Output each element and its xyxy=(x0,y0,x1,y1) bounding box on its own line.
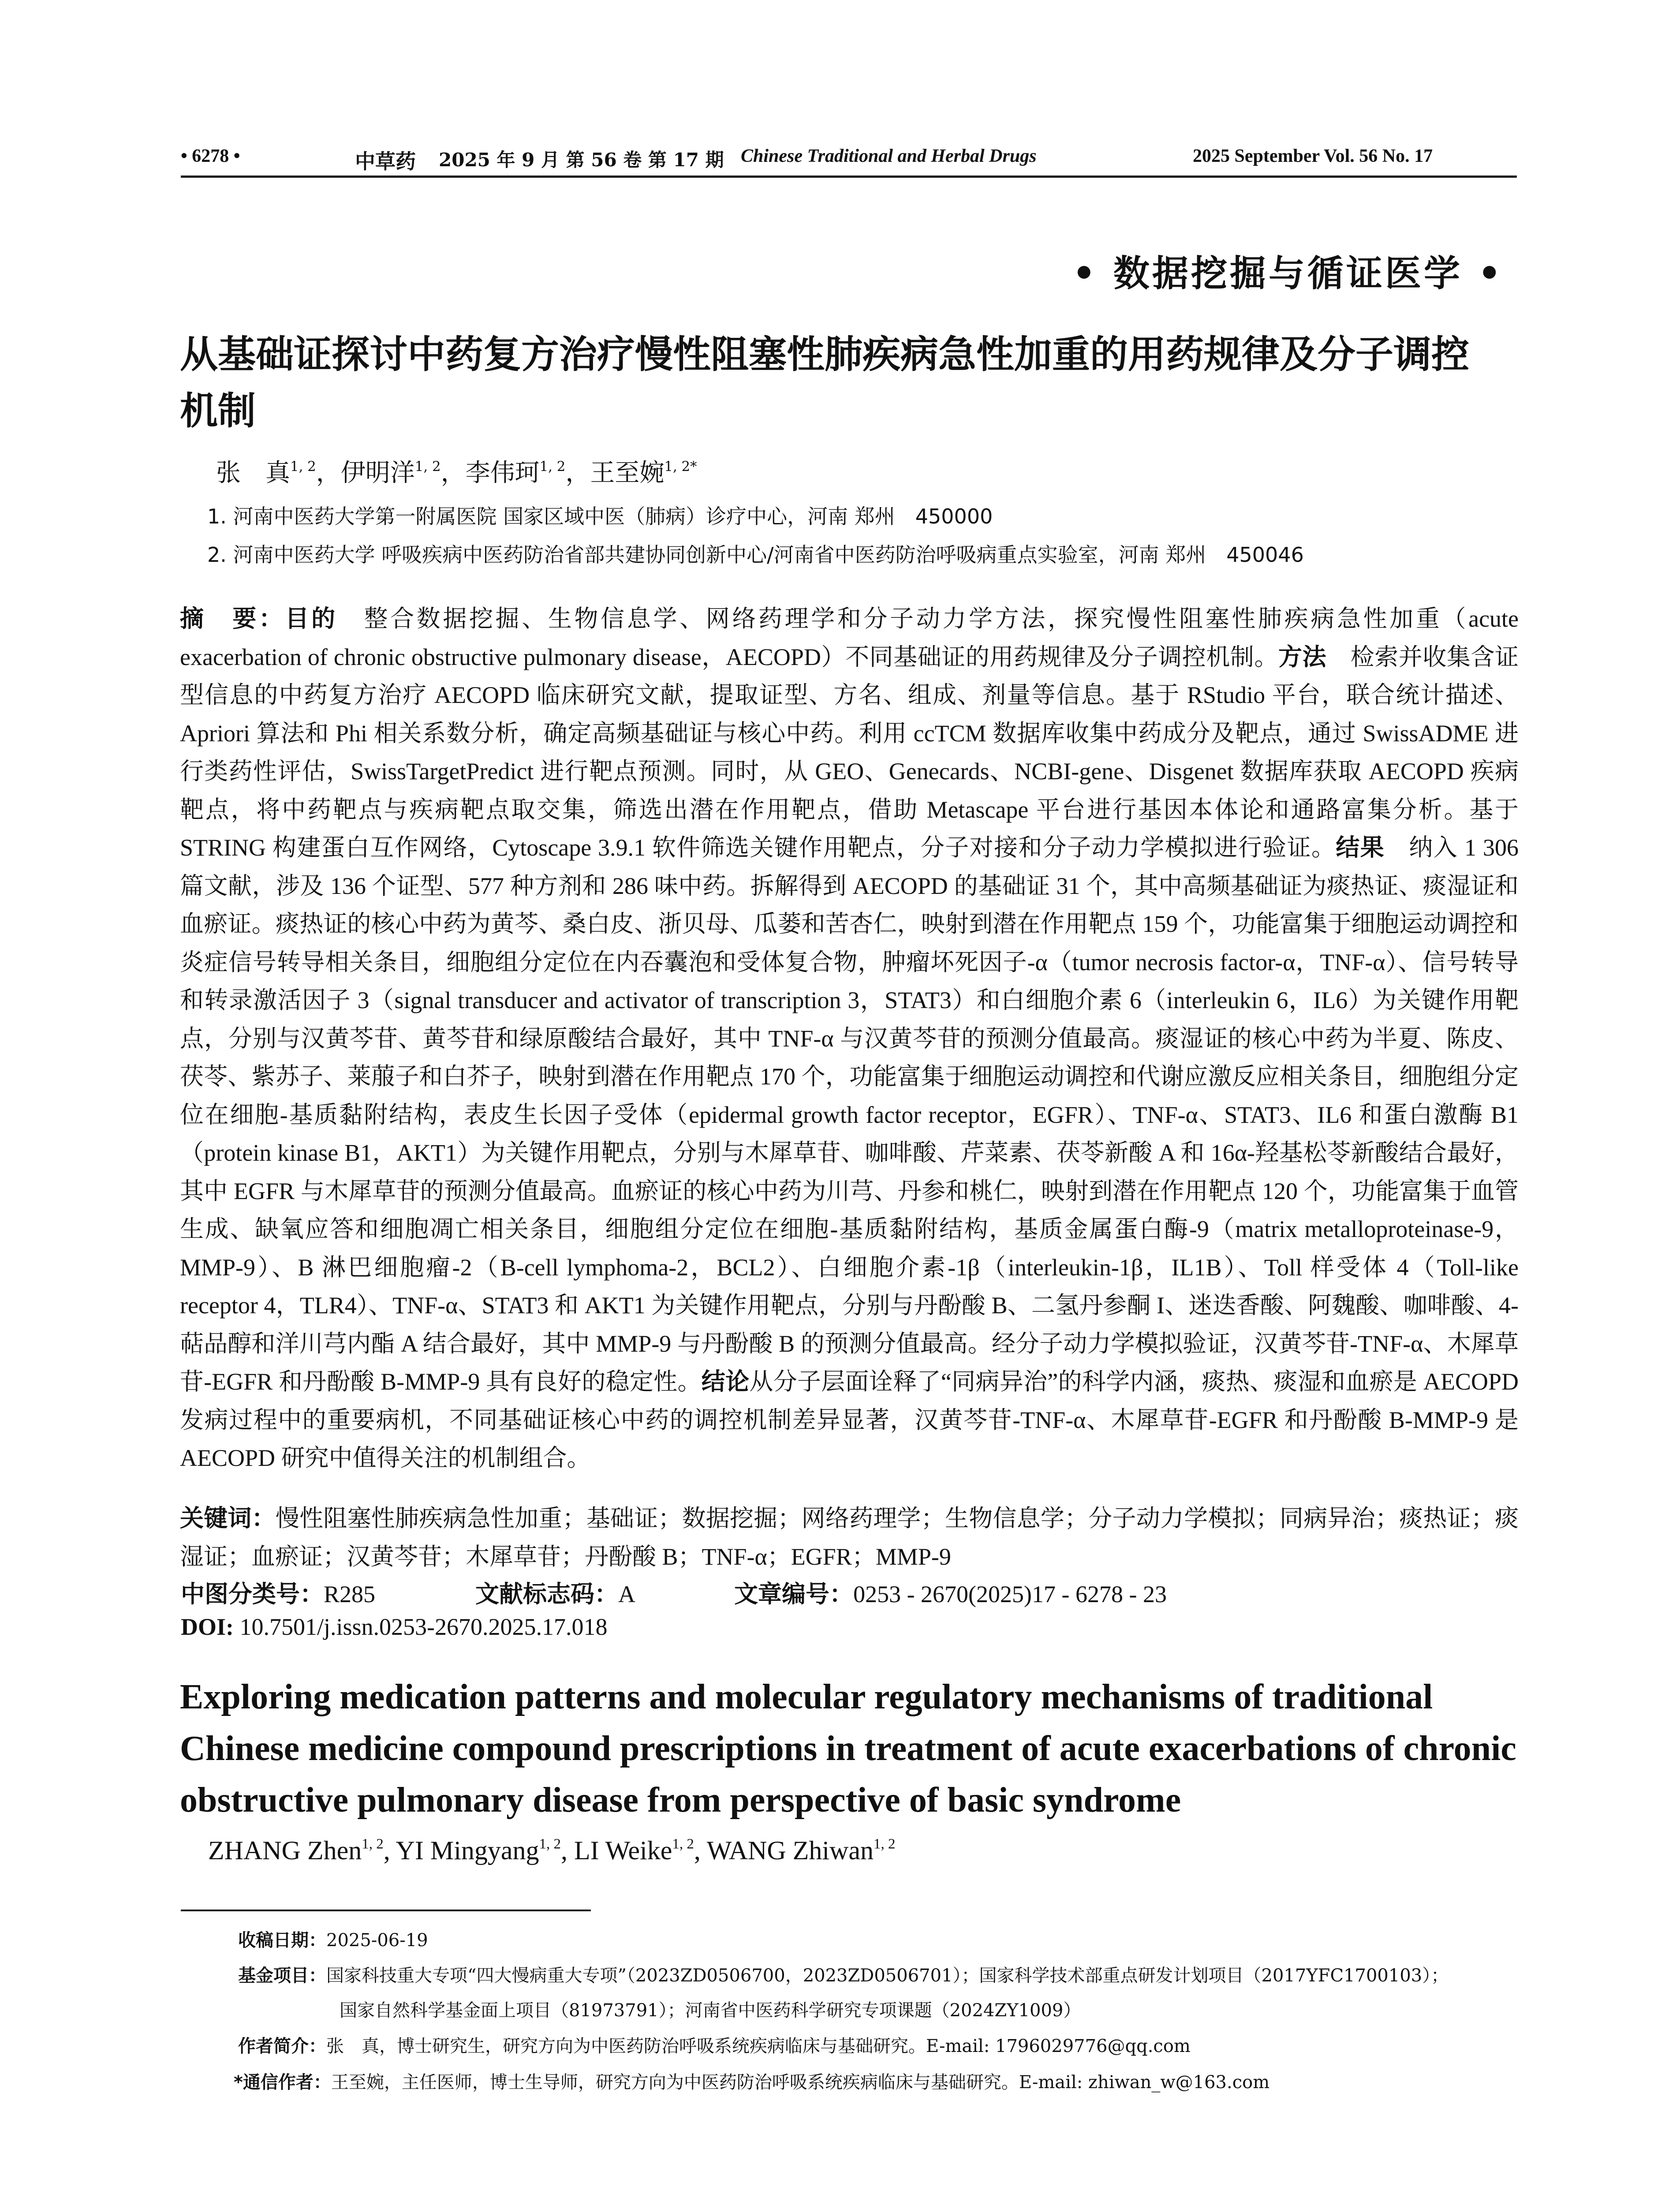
methods-label: 方法 xyxy=(1278,643,1327,671)
author-en-affiliation-marker: 1, 2 xyxy=(672,1836,694,1852)
article-number-label: 文章编号： xyxy=(734,1580,854,1608)
header-rule xyxy=(181,176,1517,178)
author-en-separator: , xyxy=(561,1836,575,1865)
methods-text: 检索并收集含证型信息的中药复方治疗 AECOPD 临床研究文献，提取证型、方名、组成、剂量等信息。基于 RStudio 平台，联合统计描述、Apriori 算法和 Phi 相关系数分析，确定高频基础证与核心中药。利用 ccTCM 数据库收集中药成分及靶点，通过 SwissADME 进行类药性评估，SwissTargetPredict 进行靶点预测。同时，从 GEO、Genecards、NCBI-gene、Disgenet 数据库获取 AECOPD 疾病靶点，将中药靶点与疾病靶点取交集，筛选出潜在作用靶点，借助 Metascape 平台进行基因本体论和通路富集分析。基于 STRING 构建蛋白互作网络，Cytoscape 3.9.1 软件筛选关键作用靶点，分子对接和分子动力学模拟进行验证。 xyxy=(180,643,1519,861)
journal-name-en: Chinese Traditional and Herbal Drugs xyxy=(741,146,1037,166)
author-cn-name: 王至婉 xyxy=(590,459,665,487)
clc-value: R285 xyxy=(324,1581,376,1607)
footnote-author-bio xyxy=(238,2032,1191,2057)
bio-text: 张 真，博士研究生，研究方向为中医药防治呼吸系统疾病临床与基础研究。E-mail: 1796029776@qq.com xyxy=(326,2036,1191,2056)
issue-en: 2025 September Vol. 56 No. 17 xyxy=(1193,146,1433,166)
keywords xyxy=(180,1499,1519,1576)
keywords-text: 慢性阻塞性肺疾病急性加重；基础证；数据挖掘；网络药理学；生物信息学；分子动力学模拟；同病异治；痰热证；痰湿证；血瘀证；汉黄芩苷；木犀草苷；丹酚酸 B；TNF-α；EGFR；MMP-9 xyxy=(180,1505,1519,1570)
author-en-separator: , xyxy=(694,1836,707,1865)
doc-code-label: 文献标志码： xyxy=(475,1580,619,1608)
received-label: 收稿日期： xyxy=(238,1930,326,1951)
author-en-affiliation-marker: 1, 2 xyxy=(874,1836,896,1852)
article-title-en: Exploring medication patterns and molecular regulatory mechanisms of traditional Chinese medicine compound prescriptions in treatment of acute exacerbations of chronic obstructive pulmonary disease from perspective of basic syndrome xyxy=(180,1678,1516,1820)
doi-link[interactable]: 10.7501/j.issn.0253-2670.2025.17.018 xyxy=(239,1614,608,1640)
author-cn-separator: ， xyxy=(316,459,341,487)
footnote-fund-continued: 国家自然科学基金面上项目（81973791）；河南省中医药科学研究专项课题（2024ZY1009） xyxy=(340,2000,1081,2021)
keywords-label: 关键词： xyxy=(180,1504,276,1532)
bio-label: 作者简介： xyxy=(238,2036,326,2056)
objective-label: 目的 xyxy=(285,605,338,632)
author-cn-name: 伊明洋 xyxy=(340,459,415,487)
doi-label: DOI: xyxy=(181,1614,234,1640)
issue-cn: 2025 年 9 月 第 56 卷 第 17 期 xyxy=(439,149,724,171)
received-date: 2025-06-19 xyxy=(326,1930,428,1951)
footnote-fund xyxy=(238,1962,1449,1987)
author-cn-affiliation-marker: 1, 2 xyxy=(539,458,566,475)
conclusion-text: 从分子层面诠释了“同病异治”的科学内涵，痰热、痰湿和血瘀是 AECOPD 发病过程中的重要病机，不同基础证核心中药的调控机制差异显著，汉黄芩苷-TNF-α、木犀草苷-EGFR 和丹酚酸 B-MMP-9 是 AECOPD 研究中值得关注的机制组合。 xyxy=(180,1368,1519,1471)
author-en-separator: , xyxy=(383,1836,396,1865)
author-cn-separator: ， xyxy=(565,459,590,487)
author-en-name: LI Weike xyxy=(574,1836,672,1865)
author-list-en xyxy=(208,1835,896,1866)
author-cn-affiliation-marker: 1, 2 xyxy=(414,458,441,475)
footnote-rule xyxy=(181,1910,591,1911)
abstract xyxy=(180,600,1519,1477)
corresponding-text: 王至婉，主任医师，博士生导师，研究方向为中医药防治呼吸系统疾病临床与基础研究。E-mail: zhiwan_w@163.com xyxy=(331,2072,1270,2093)
corresponding-label: *通信作者： xyxy=(234,2072,331,2093)
conclusion-label: 结论 xyxy=(701,1368,750,1395)
doc-code-value: A xyxy=(618,1581,635,1607)
author-en-name: WANG Zhiwan xyxy=(706,1836,874,1865)
affiliation-2: 2. 河南中医药大学 呼吸疾病中医药防治省部共建协同创新中心/河南省中医药防治呼吸病重点实验室，河南 郑州 450046 xyxy=(207,543,1304,567)
author-cn-name: 张 真 xyxy=(216,459,290,487)
running-header xyxy=(181,146,1499,176)
objective-text: 整合数据挖掘、生物信息学、网络药理学和分子动力学方法，探究慢性阻塞性肺疾病急性加重（acute exacerbation of chronic obstructive pulmonary disease，AECOPD）不同基础证的用药规律及分子调控机制。 xyxy=(180,605,1519,670)
author-list-cn xyxy=(216,453,697,489)
author-cn-affiliation-marker: 1, 2 xyxy=(290,458,316,475)
article-title-cn: 从基础证探讨中药复方治疗慢性阻塞性肺疾病急性加重的用药规律及分子调控机制 xyxy=(180,333,1469,433)
article-number-value: 0253 - 2670(2025)17 - 6278 - 23 xyxy=(853,1581,1167,1607)
section-heading: • 数据挖掘与循证医学 • xyxy=(1072,252,1504,295)
author-en-name: YI Mingyang xyxy=(396,1836,539,1865)
page-number: • 6278 • xyxy=(181,146,240,166)
abstract-label: 摘 要： xyxy=(180,605,285,632)
clc-label: 中图分类号： xyxy=(181,1580,324,1608)
author-en-name: ZHANG Zhen xyxy=(208,1836,362,1865)
fund-line-1: 国家科技重大专项“四大慢病重大专项”（2023ZD0506700，2023ZD0506701）；国家科学技术部重点研发计划项目（2017YFC1700103）； xyxy=(326,1966,1449,1986)
doi-line xyxy=(181,1613,608,1641)
results-text: 纳入 1 306 篇文献，涉及 136 个证型、577 种方剂和 286 味中药。拆解得到 AECOPD 的基础证 31 个，其中高频基础证为痰热证、痰湿证和血瘀证。痰热证的核心中药为黄芩、桑白皮、浙贝母、瓜蒌和苦杏仁，映射到潜在作用靶点 159 个，功能富集于细胞运动调控和炎症信号转导相关条目，细胞组分定位在内吞囊泡和受体复合物，肿瘤坏死因子-α（tumor necrosis factor-α，TNF-α）、信号转导和转录激活因子 3（signal transducer and activator of transcription 3，STAT3）和白细胞介素 6（interleukin 6，IL6）为关键作用靶点，分别与汉黄芩苷、黄芩苷和绿原酸结合最好，其中 TNF-α 与汉黄芩苷的预测分值最高。痰湿证的核心中药为半夏、陈皮、茯苓、紫苏子、莱菔子和白芥子，映射到潜在作用靶点 170 个，功能富集于细胞运动调控和代谢应激反应相关条目，细胞组分定位在细胞-基质黏附结构，表皮生长因子受体（epidermal growth factor receptor，EGFR）、TNF-α、STAT3、IL6 和蛋白激酶 B1（protein kinase B1，AKT1）为关键作用靶点，分别与木犀草苷、咖啡酸、芹菜素、茯苓新酸 A 和 16α-羟基松苓新酸结合最好，其中 EGFR 与木犀草苷的预测分值最高。血瘀证的核心中药为川芎、丹参和桃仁，映射到潜在作用靶点 120 个，功能富集于血管生成、缺氧应答和细胞凋亡相关条目，细胞组分定位在细胞-基质黏附结构，基质金属蛋白酶-9（matrix metalloproteinase-9，MMP-9）、B 淋巴细胞瘤-2（B-cell lymphoma-2，BCL2）、白细胞介素-1β（interleukin-1β，IL1B）、Toll 样受体 4（Toll-like receptor 4，TLR4）、TNF-α、STAT3 和 AKT1 为关键作用靶点，分别与丹酚酸 B、二氢丹参酮 I、迷迭香酸、阿魏酸、咖啡酸、4-萜品醇和洋川芎内酯 A 结合最好，其中 MMP-9 与丹酚酸 B 的预测分值最高。经分子动力学模拟验证，汉黄芩苷-TNF-α、木犀草苷-EGFR 和丹酚酸 B-MMP-9 具有良好的稳定性。 xyxy=(180,834,1519,1395)
journal-name-cn: 中草药 xyxy=(355,149,416,173)
results-label: 结果 xyxy=(1336,833,1385,861)
classification-line xyxy=(181,1575,1167,1609)
author-cn-name: 李伟珂 xyxy=(465,459,540,487)
fund-label: 基金项目： xyxy=(238,1966,326,1986)
author-cn-separator: ， xyxy=(441,459,466,487)
footnote-received xyxy=(238,1926,428,1951)
author-en-affiliation-marker: 1, 2 xyxy=(362,1836,384,1852)
author-en-affiliation-marker: 1, 2 xyxy=(539,1836,561,1852)
footnote-corresponding xyxy=(234,2068,1269,2093)
author-cn-affiliation-marker: 1, 2* xyxy=(664,458,697,475)
affiliation-1: 1. 河南中医药大学第一附属医院 国家区域中医（肺病）诊疗中心，河南 郑州 450000 xyxy=(207,505,993,528)
